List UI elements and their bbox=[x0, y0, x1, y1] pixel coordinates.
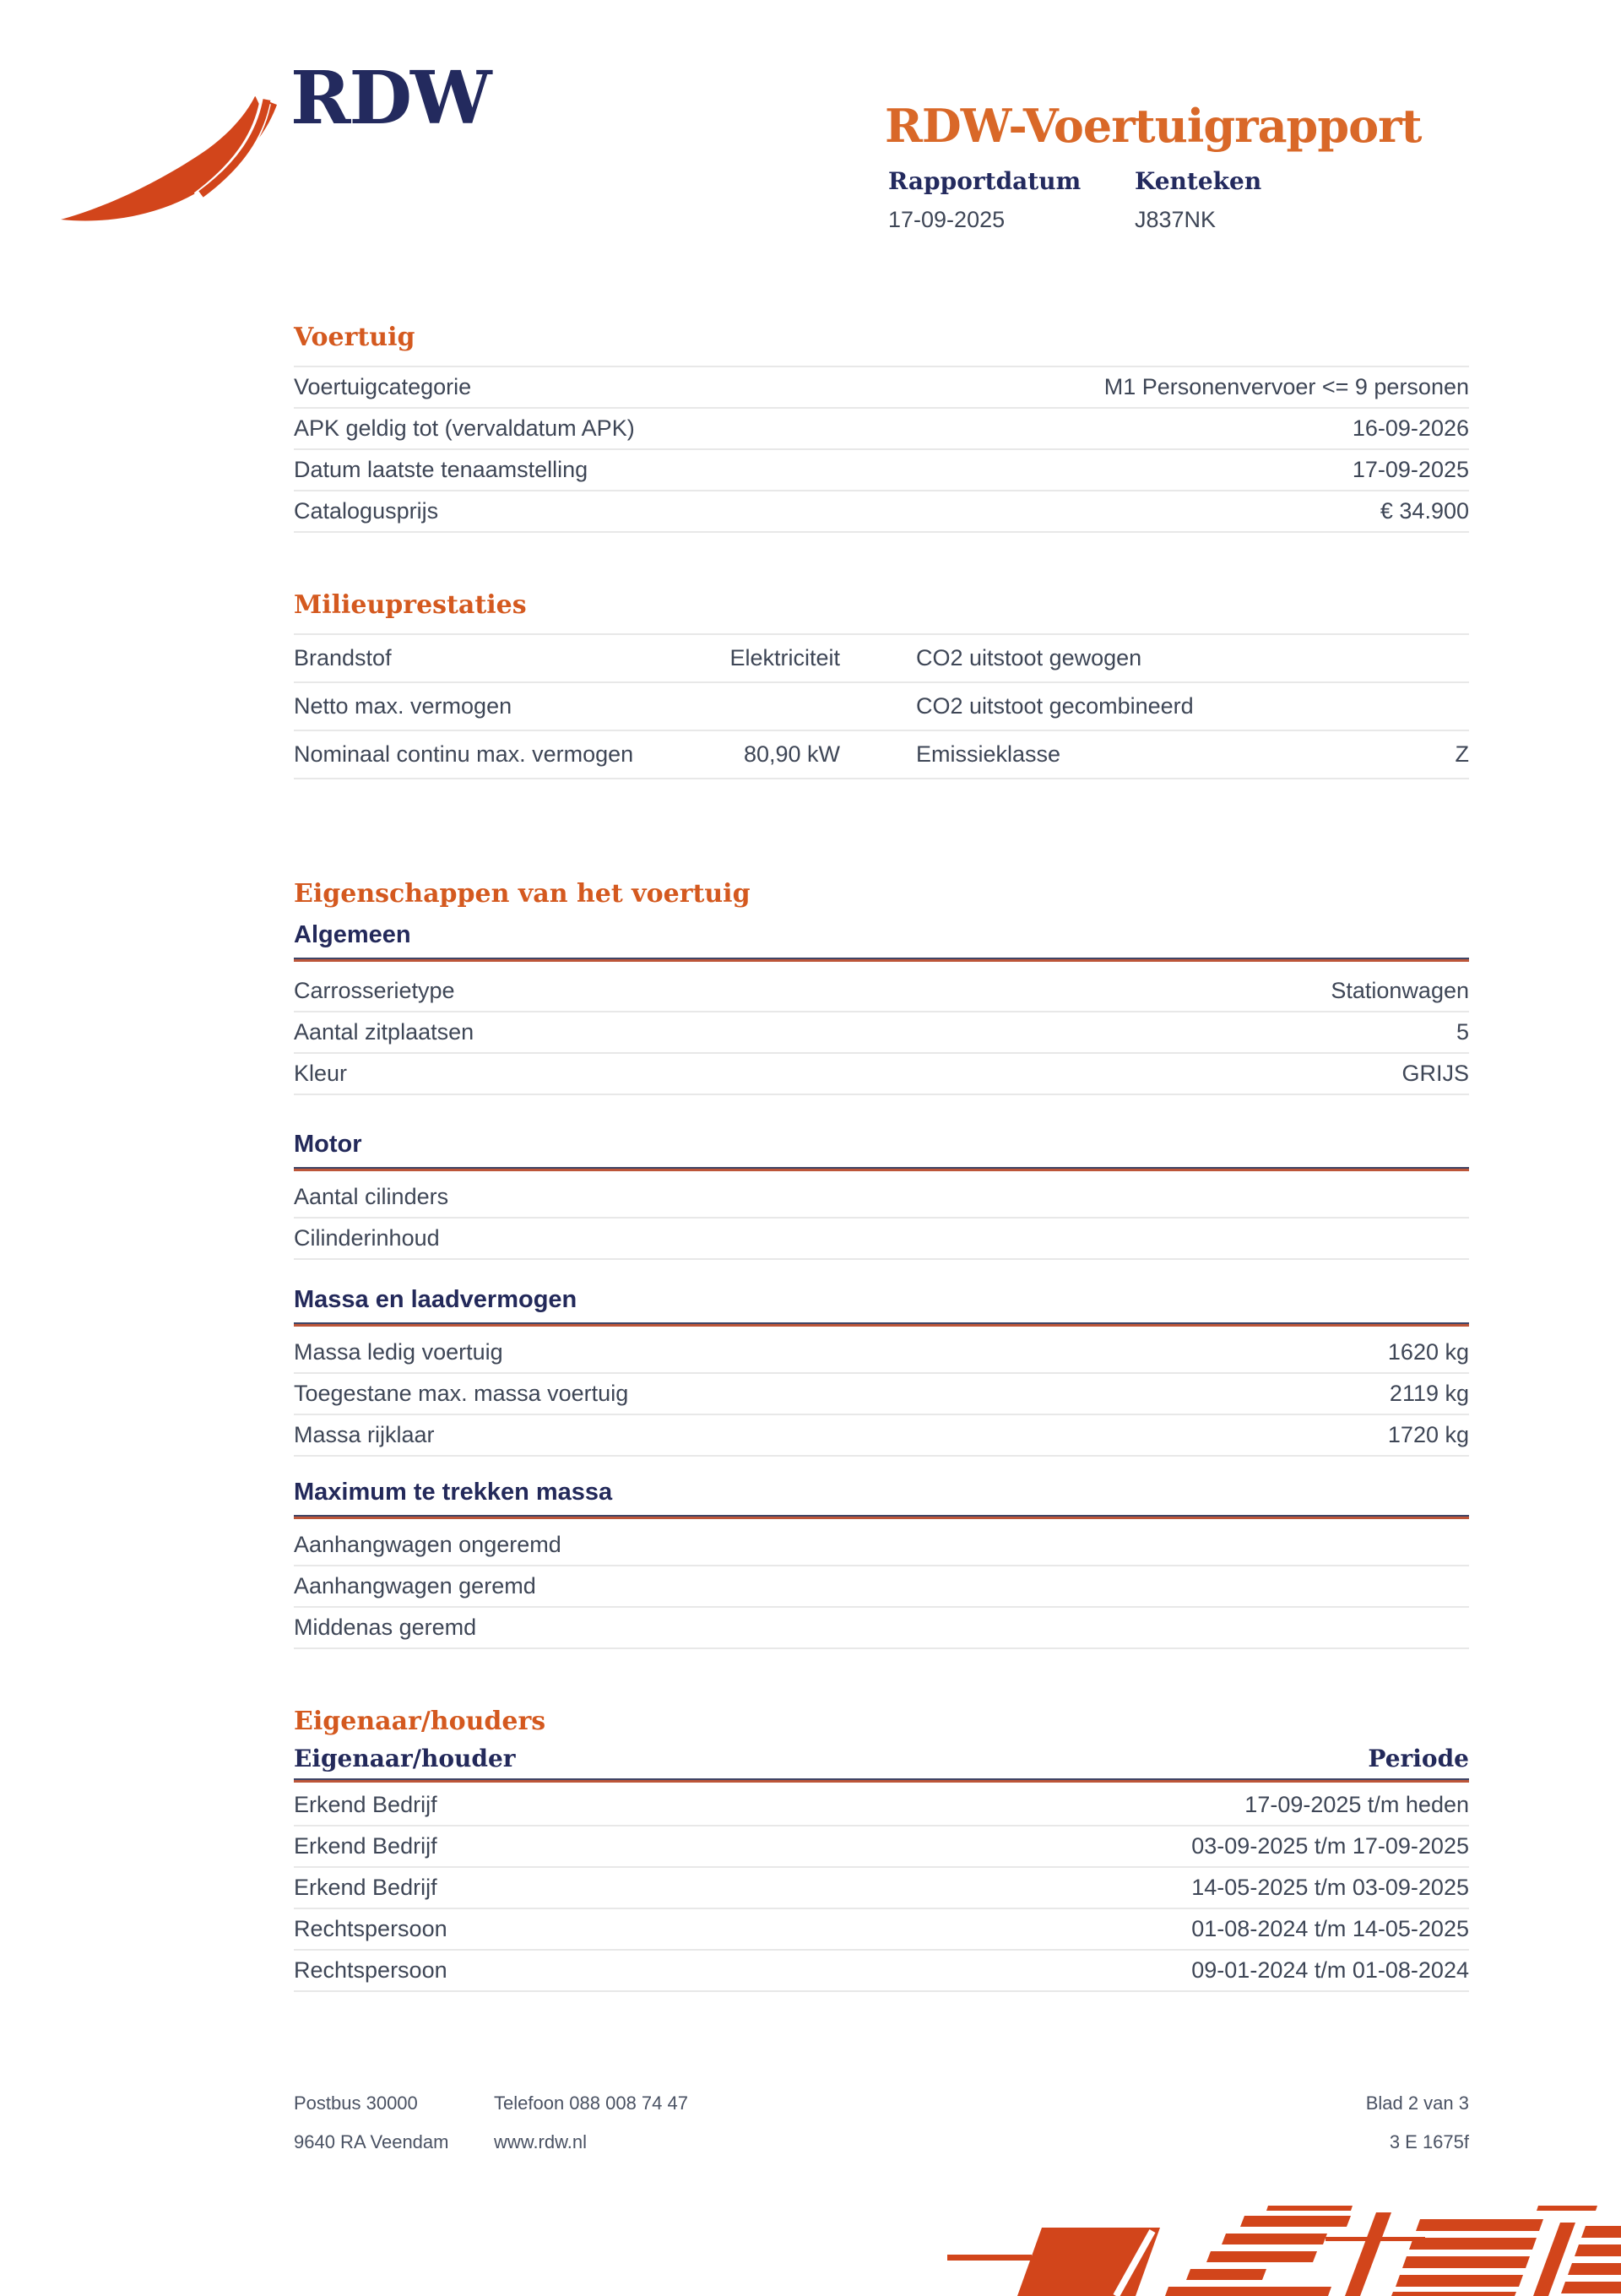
table-row bbox=[294, 1054, 1469, 1095]
row-label: Toegestane max. massa voertuig bbox=[294, 1381, 629, 1406]
owner-name: Erkend Bedrijf bbox=[294, 1875, 437, 1900]
table-row bbox=[294, 1909, 1469, 1951]
table-row bbox=[294, 635, 1469, 683]
row-label: APK geldig tot (vervaldatum APK) bbox=[294, 415, 635, 441]
row-value: 80,90 kW bbox=[743, 741, 840, 767]
row-value: € 34.900 bbox=[1380, 498, 1469, 524]
table-row bbox=[294, 1608, 1469, 1649]
table-row bbox=[294, 367, 1469, 409]
report-date-label: Rapportdatum bbox=[888, 167, 1082, 195]
rdw-logo-text: RDW bbox=[290, 56, 491, 141]
row-value: 1720 kg bbox=[1387, 1422, 1469, 1447]
license-plate-value: J837NK bbox=[1135, 207, 1217, 232]
algemeen-table bbox=[294, 971, 1469, 1095]
footer-city: 9640 RA Veendam bbox=[294, 2131, 449, 2152]
table-row bbox=[294, 1012, 1469, 1054]
table-row bbox=[294, 1566, 1469, 1608]
row-label: Cilinderinhoud bbox=[294, 1225, 440, 1251]
subsection-divider bbox=[294, 958, 1469, 962]
row-label: Kleur bbox=[294, 1061, 348, 1086]
subsection-title-massa: Massa en laadvermogen bbox=[294, 1286, 577, 1313]
owner-period: 14-05-2025 t/m 03-09-2025 bbox=[1191, 1875, 1469, 1900]
row-value: Elektriciteit bbox=[729, 645, 840, 670]
table-row bbox=[294, 731, 1469, 779]
row-value: 16-09-2026 bbox=[1352, 415, 1469, 441]
row-label: Middenas geremd bbox=[294, 1615, 477, 1640]
license-plate-label: Kenteken bbox=[1135, 167, 1262, 195]
table-row bbox=[294, 1951, 1469, 1992]
table-row bbox=[294, 1374, 1469, 1415]
owner-name: Erkend Bedrijf bbox=[294, 1833, 437, 1859]
owner-name: Rechtspersoon bbox=[294, 1916, 447, 1941]
owner-name: Rechtspersoon bbox=[294, 1957, 447, 1983]
report-date-value: 17-09-2025 bbox=[888, 207, 1006, 232]
row-value: 1620 kg bbox=[1387, 1339, 1469, 1365]
motor-table bbox=[294, 1177, 1469, 1260]
footer-line-2 bbox=[294, 2131, 1469, 2157]
footer-form-code: 3 E 1675f bbox=[1389, 2131, 1469, 2152]
row-label: Nominaal continu max. vermogen bbox=[294, 741, 634, 767]
owner-period: 01-08-2024 t/m 14-05-2025 bbox=[1191, 1916, 1469, 1941]
rdw-stripes-graphic bbox=[947, 2206, 1621, 2296]
subsection-divider bbox=[294, 1167, 1469, 1171]
row-value: 5 bbox=[1456, 1019, 1469, 1045]
table-row bbox=[294, 1333, 1469, 1374]
row-label: Aanhangwagen ongeremd bbox=[294, 1532, 561, 1557]
section-title-eigenaars: Eigenaar/houders bbox=[294, 1707, 546, 1736]
eigenaars-table-header bbox=[294, 1746, 1469, 1772]
row-label: Carrosserietype bbox=[294, 978, 455, 1003]
row-value: 17-09-2025 bbox=[1352, 457, 1469, 482]
column-header-period: Periode bbox=[1368, 1745, 1469, 1772]
row-value: M1 Personenvervoer <= 9 personen bbox=[1103, 374, 1469, 399]
page-title: RDW-Voertuigrapport bbox=[885, 99, 1422, 154]
section-title-milieuprestaties: Milieuprestaties bbox=[294, 590, 527, 620]
row-label: CO2 uitstoot gewogen bbox=[916, 645, 1142, 670]
table-row bbox=[294, 971, 1469, 1012]
subsection-title-algemeen: Algemeen bbox=[294, 921, 411, 948]
row-label: Voertuigcategorie bbox=[294, 374, 472, 399]
owner-name: Erkend Bedrijf bbox=[294, 1792, 437, 1817]
table-row bbox=[294, 1525, 1469, 1566]
table-row bbox=[294, 491, 1469, 533]
footer-page-indicator: Blad 2 van 3 bbox=[1365, 2092, 1469, 2114]
table-row bbox=[294, 1868, 1469, 1909]
table-row bbox=[294, 1177, 1469, 1219]
subsection-divider bbox=[294, 1322, 1469, 1327]
subsection-title-trekken: Maximum te trekken massa bbox=[294, 1479, 613, 1506]
row-value: Z bbox=[1455, 741, 1469, 767]
section-title-eigenschappen: Eigenschappen van het voertuig bbox=[294, 879, 751, 909]
row-value: GRIJS bbox=[1401, 1061, 1469, 1086]
section-title-voertuig: Voertuig bbox=[294, 323, 415, 352]
rdw-feather-logo-icon bbox=[52, 74, 287, 226]
row-label: Datum laatste tenaamstelling bbox=[294, 457, 588, 482]
row-value: 2119 kg bbox=[1389, 1381, 1469, 1406]
trekken-table bbox=[294, 1525, 1469, 1649]
row-label: Emissieklasse bbox=[916, 741, 1061, 767]
row-label: Brandstof bbox=[294, 645, 392, 670]
subsection-divider bbox=[294, 1778, 1469, 1783]
eigenaars-table bbox=[294, 1785, 1469, 1992]
row-label: Aanhangwagen geremd bbox=[294, 1573, 536, 1599]
table-row bbox=[294, 1826, 1469, 1868]
subsection-divider bbox=[294, 1515, 1469, 1519]
voertuig-table bbox=[294, 366, 1469, 533]
footer-postbus: Postbus 30000 bbox=[294, 2092, 418, 2114]
table-row bbox=[294, 409, 1469, 450]
row-label: Catalogusprijs bbox=[294, 498, 439, 524]
owner-period: 09-01-2024 t/m 01-08-2024 bbox=[1191, 1957, 1469, 1983]
column-header-owner: Eigenaar/houder bbox=[294, 1745, 516, 1772]
table-row bbox=[294, 683, 1469, 731]
row-label: Massa ledig voertuig bbox=[294, 1339, 503, 1365]
row-label: Netto max. vermogen bbox=[294, 693, 512, 719]
row-label: Aantal cilinders bbox=[294, 1184, 449, 1209]
massa-table bbox=[294, 1333, 1469, 1457]
row-value: Stationwagen bbox=[1331, 978, 1469, 1003]
footer-website: www.rdw.nl bbox=[494, 2131, 588, 2152]
owner-period: 03-09-2025 t/m 17-09-2025 bbox=[1191, 1833, 1469, 1859]
row-label: Aantal zitplaatsen bbox=[294, 1019, 474, 1045]
footer-phone: Telefoon 088 008 74 47 bbox=[494, 2092, 688, 2114]
row-label: Massa rijklaar bbox=[294, 1422, 435, 1447]
table-row bbox=[294, 1219, 1469, 1260]
footer-line-1 bbox=[294, 2092, 1469, 2118]
owner-period: 17-09-2025 t/m heden bbox=[1244, 1792, 1469, 1817]
table-row bbox=[294, 1785, 1469, 1826]
milieuprestaties-table bbox=[294, 633, 1469, 779]
row-label: CO2 uitstoot gecombineerd bbox=[916, 693, 1194, 719]
table-row bbox=[294, 450, 1469, 491]
subsection-title-motor: Motor bbox=[294, 1131, 362, 1158]
table-row bbox=[294, 1415, 1469, 1457]
